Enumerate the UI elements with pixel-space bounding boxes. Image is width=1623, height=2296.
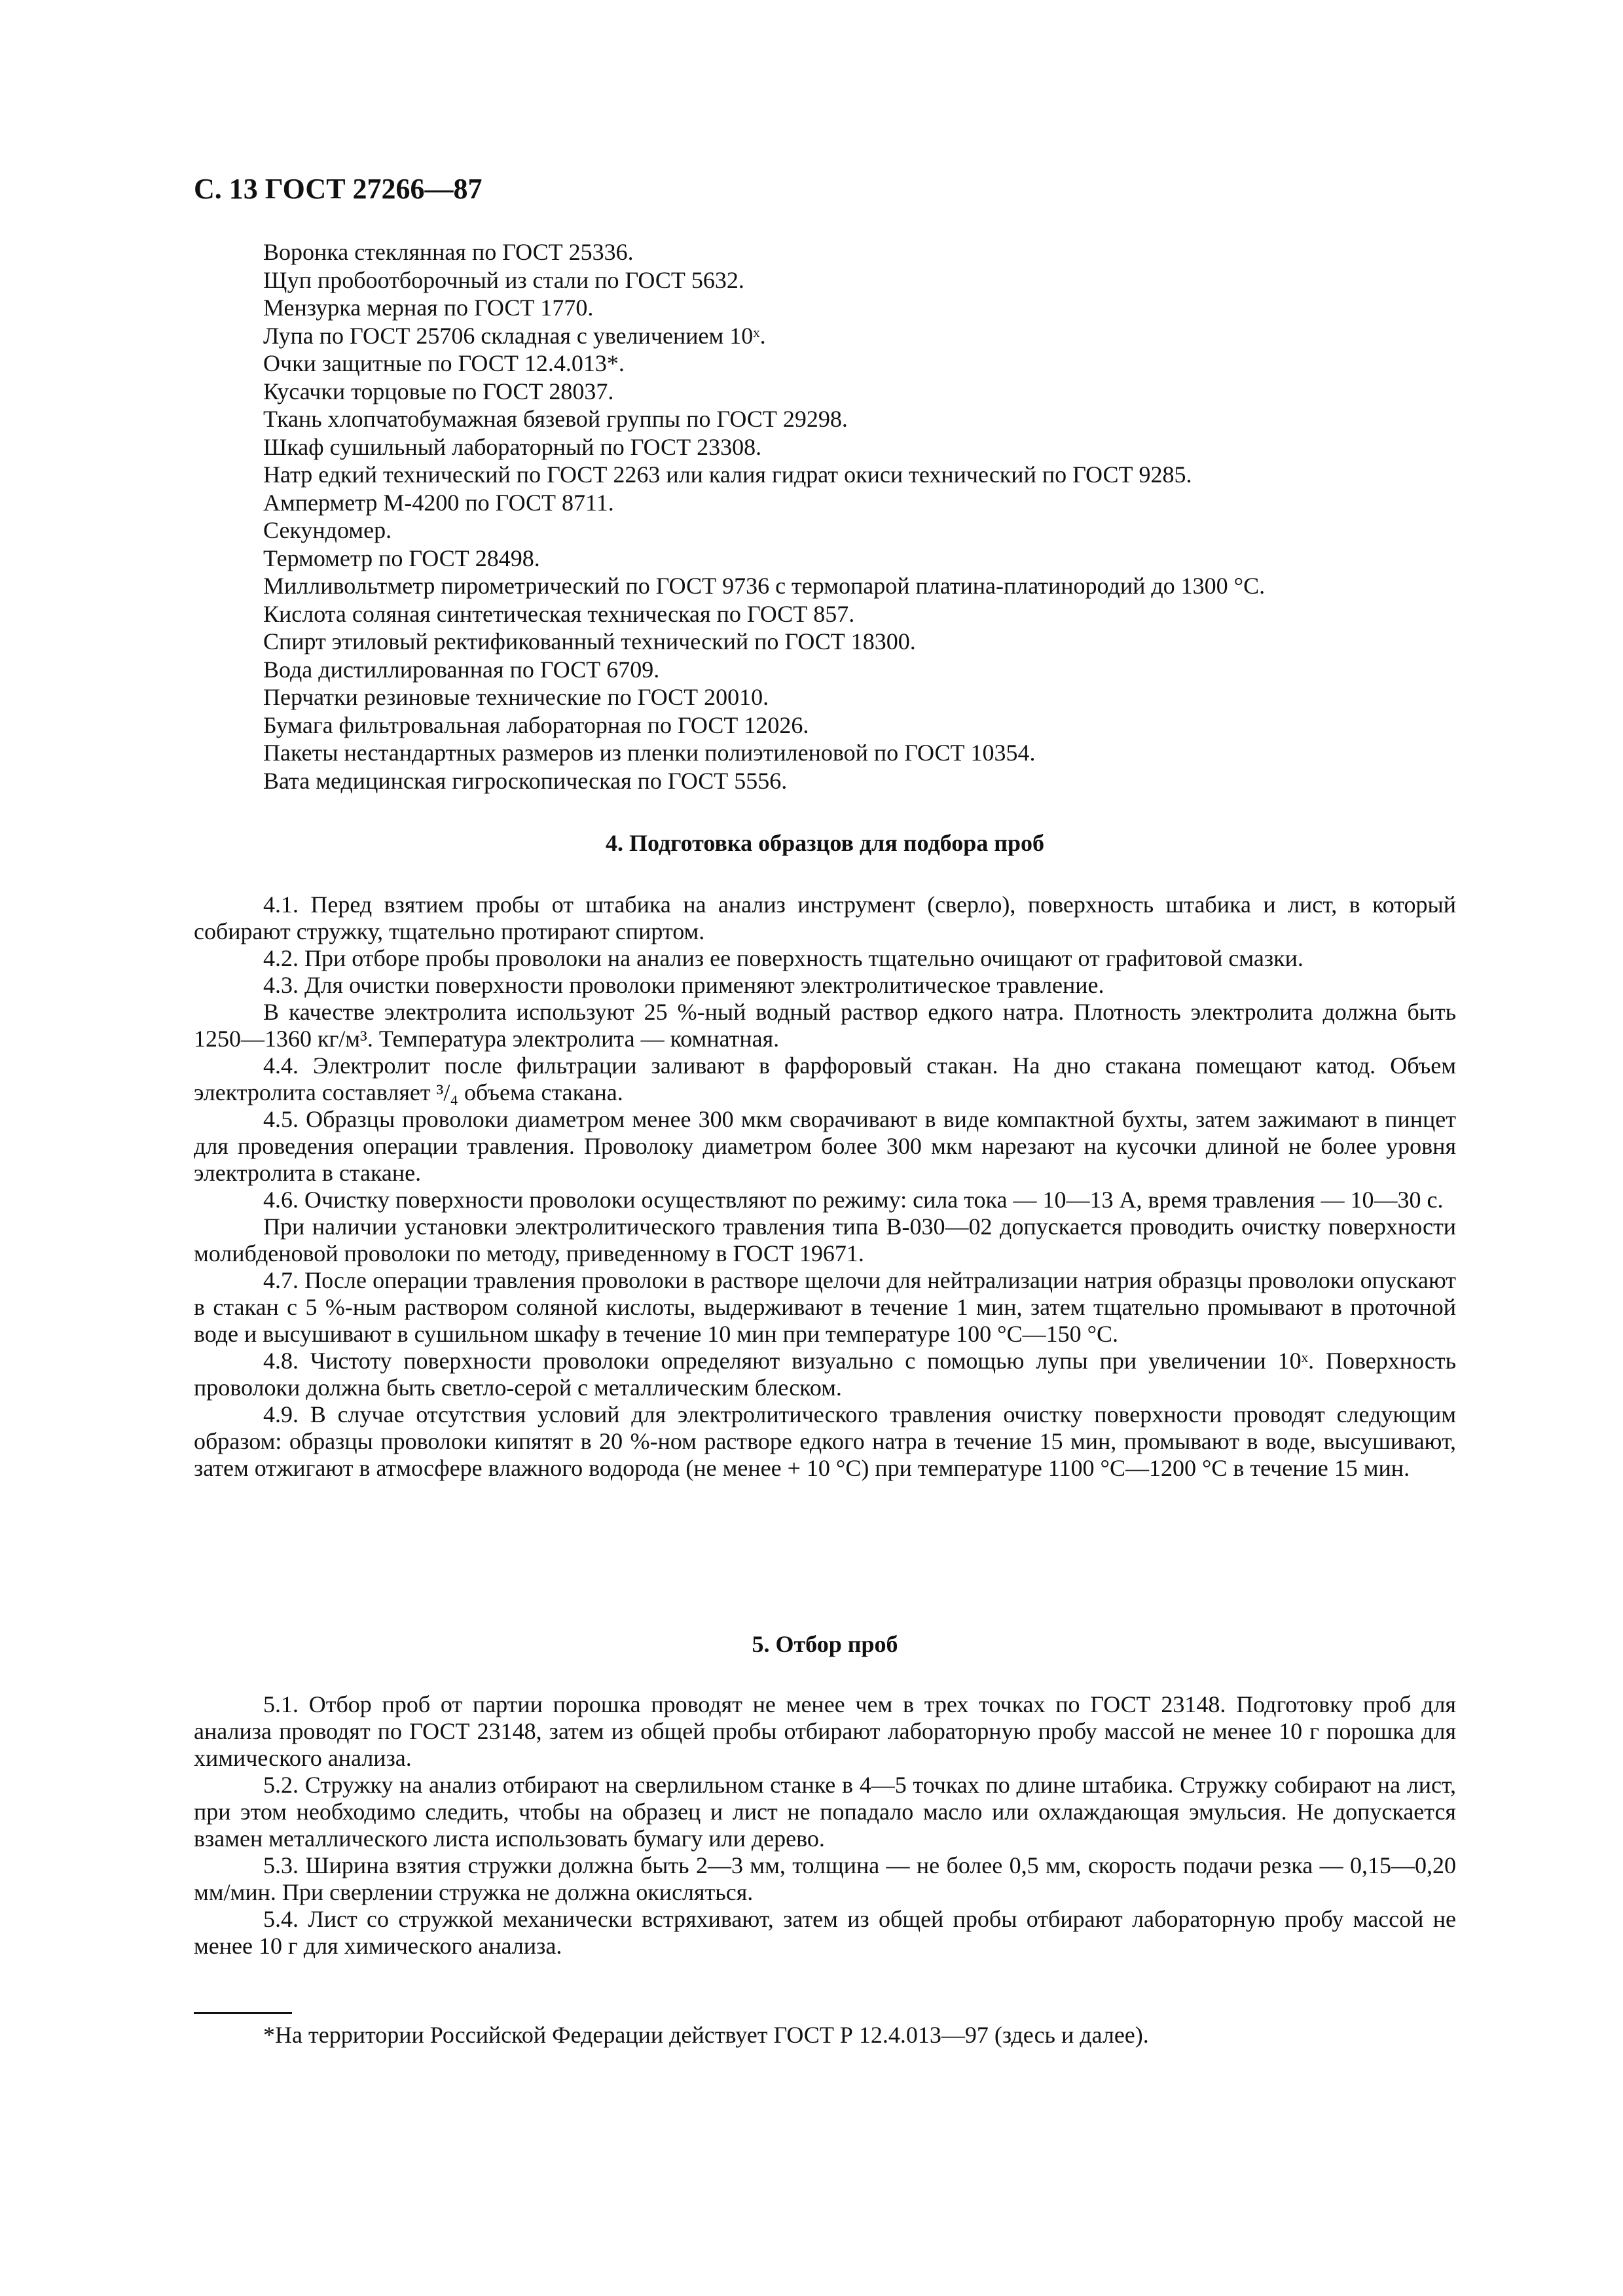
list-item: Секундомер. <box>263 517 392 543</box>
paragraph-5-1: 5.1. Отбор проб от партии порошка проводят не менее чем в трех точках по ГОСТ 23148. Подготовку проб для анализа проводят по ГОСТ 23148, затем из общей пробы отбирают лабораторную пробу массой не менее 10 г порошка для химического анализа. <box>194 1691 1456 1771</box>
section-5-title: 5. Отбор проб <box>752 1631 898 1657</box>
section-4-title: 4. Подготовка образцов для подбора проб <box>606 830 1044 856</box>
list-item: Кусачки торцовые по ГОСТ 28037. <box>263 378 614 404</box>
list-item: Лупа по ГОСТ 25706 складная с увеличением 10ˣ. <box>263 322 766 349</box>
list-item: Амперметр М-4200 по ГОСТ 8711. <box>263 489 614 516</box>
paragraph-5-4: 5.4. Лист со стружкой механически встряхивают, затем из общей пробы отбирают лабораторную пробу массой не менее 10 г для химического анализа. <box>194 1906 1456 1959</box>
paragraph-5-2: 5.2. Стружку на анализ отбирают на сверлильном станке в 4—5 точках по длине штабика. Стружку собирают на лист, при этом необходимо следить, чтобы на образец и лист не попадало масло или охлаждающая эмульсия. Не допускается взамен металлического листа использовать бумагу или дерево. <box>194 1772 1456 1852</box>
list-item: Пакеты нестандартных размеров из пленки полиэтиленовой по ГОСТ 10354. <box>263 740 1036 766</box>
list-item: Вода дистиллированная по ГОСТ 6709. <box>263 656 660 683</box>
list-item: Шкаф сушильный лабораторный по ГОСТ 23308. <box>263 433 762 460</box>
list-item: Кислота соляная синтетическая техническая по ГОСТ 857. <box>263 600 855 627</box>
page-header: С. 13 ГОСТ 27266—87 <box>194 173 483 205</box>
paragraph-4-9: 4.9. В случае отсутствия условий для электролитического травления очистку поверхности проводят следующим образом: образцы проволоки кипятят в 20 %-ном растворе едкого натра в течение 15 мин, промывают в воде, высушивают, затем отжигают в атмосфере влажного водорода (не менее + 10 °С) при температуре 1100 °С—1200 °С в течение 15 мин. <box>194 1401 1456 1481</box>
paragraph-electrolyte: В качестве электролита используют 25 %-ный водный раствор едкого натра. Плотность электролита должна быть 1250—1360 кг/м³. Температура электролита — комнатная. <box>194 999 1456 1052</box>
list-item: Милливольтметр пирометрический по ГОСТ 9736 с термопарой платина-платинородий до 1300 °С. <box>263 573 1266 599</box>
paragraph-4-3: 4.3. Для очистки поверхности проволоки применяют электролитическое травление. <box>263 972 1104 998</box>
equipment-list <box>263 238 1265 795</box>
paragraph-5-3: 5.3. Ширина взятия стружки должна быть 2—3 мм, толщина — не более 0,5 мм, скорость подачи резка — 0,15—0,20 мм/мин. При сверлении стружка не должна окисляться. <box>194 1852 1456 1905</box>
list-item: Щуп пробоотборочный из стали по ГОСТ 5632. <box>263 266 744 293</box>
paragraph-etching-unit: При наличии установки электролитического травления типа В-030—02 допускается проводить очистку поверхности молибденовой проволоки по методу, приведенному в ГОСТ 19671. <box>194 1213 1456 1266</box>
list-item: Воронка стеклянная по ГОСТ 25336. <box>263 239 634 265</box>
list-item: Термометр по ГОСТ 28498. <box>263 545 540 571</box>
paragraph-4-8: 4.8. Чистоту поверхности проволоки определяют визуально с помощью лупы при увеличении 10ˣ. Поверхность проволоки должна быть светло-серой с металлическим блеском. <box>194 1348 1456 1401</box>
paragraph-4-7: 4.7. После операции травления проволоки в растворе щелочи для нейтрализации натрия образцы проволоки опускают в стакан с 5 %-ным раствором соляной кислоты, выдерживают в течение 1 мин, затем тщательно промывают в проточной воде и высушивают в сушильном шкафу в течение 10 мин при температуре 100 °С—150 °С. <box>194 1267 1456 1347</box>
footnote: *На территории Российской Федерации действует ГОСТ Р 12.4.013—97 (здесь и далее). <box>263 2022 1149 2048</box>
paragraph-4-2: 4.2. При отборе пробы проволоки на анализ ее поверхность тщательно очищают от графитовой смазки. <box>263 945 1304 971</box>
list-item: Вата медицинская гигроскопическая по ГОСТ 5556. <box>263 767 788 794</box>
paragraph-4-4: 4.4. Электролит после фильтрации заливают в фарфоровый стакан. На дно стакана помещают катод. Объем электролита составляет ³/₄ объема стакана. <box>194 1052 1456 1105</box>
list-item: Очки защитные по ГОСТ 12.4.013*. <box>263 350 625 376</box>
section-4-body <box>194 891 1456 1482</box>
paragraph-4-1: 4.1. Перед взятием пробы от штабика на анализ инструмент (сверло), поверхность штабика и лист, в который собирают стружку, тщательно протирают спиртом. <box>194 891 1456 944</box>
list-item: Ткань хлопчатобумажная бязевой группы по ГОСТ 29298. <box>263 406 848 432</box>
list-item: Спирт этиловый ректификованный технический по ГОСТ 18300. <box>263 628 916 655</box>
footnote-divider <box>194 2012 292 2014</box>
section-5-body <box>194 1691 1456 1960</box>
paragraph-4-5: 4.5. Образцы проволоки диаметром менее 300 мкм сворачивают в виде компактной бухты, затем зажимают в пинцет для проведения операции травления. Проволоку диаметром более 300 мкм нарезают на кусочки длиной не более уровня электролита в стакане. <box>194 1106 1456 1186</box>
paragraph-4-6: 4.6. Очистку поверхности проволоки осуществляют по режиму: сила тока — 10—13 А, время травления — 10—30 с. <box>263 1187 1444 1213</box>
list-item: Натр едкий технический по ГОСТ 2263 или калия гидрат окиси технический по ГОСТ 9285. <box>263 461 1192 488</box>
list-item: Мензурка мерная по ГОСТ 1770. <box>263 295 594 321</box>
list-item: Перчатки резиновые технические по ГОСТ 20010. <box>263 684 769 710</box>
list-item: Бумага фильтровальная лабораторная по ГОСТ 12026. <box>263 711 809 738</box>
